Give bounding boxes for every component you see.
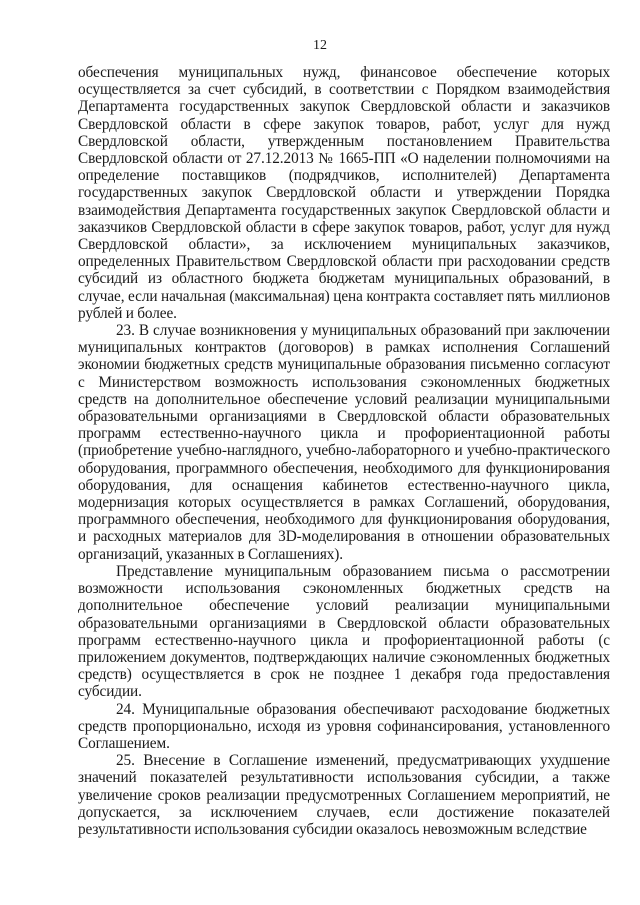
paragraph-continuation: обеспечения муниципальных нужд, финансовое обеспечение которых осуществляется за счет субсидий, в соответствии с Порядком взаимодействия Департамента государственных закупок Свердловской области и заказчиков Свердловской области в сфере закупок товаров, работ, услуг для нужд Свердловской области, утвержденным постановлением Правительства Свердловской области от 27.12.2013 № 1665-ПП «О наделении полномочиями на определение поставщиков (подрядчиков, исполнителей) Департамента государственных закупок Свердловской области и утверждении Порядка взаимодействия Департамента государственных закупок Свердловской области и заказчиков Свердловской области в сфере закупок товаров, работ, услуг для нужд Свердловской области», за исключением муниципальных заказчиков, определенных Правительством Свердловской области при расходовании средств субсидий из областного бюджета бюджетам муниципальных образований, в случае, если начальная (максимальная) цена контракта составляет пять миллионов рублей и более. <box>78 64 610 322</box>
paragraph-letter-submission: Представление муниципальным образованием письма о рассмотрении возможности использования сэкономленных бюджетных средств на дополнительное обеспечение условий реализации муниципальными образовательными организациями в Свердловской области образовательных программ естественно-научного цикла и профориентационной работы (с приложением документов, подтверждающих наличие сэкономленных бюджетных средств) осуществляется в срок не позднее 1 декабря года предоставления субсидии. <box>78 562 610 701</box>
paragraph-item-23: 23. В случае возникновения у муниципальных образований при заключении муниципальных контрактов (договоров) в рамках исполнения Соглашений экономии бюджетных средств муниципальные образования письменно согласуют с Министерством возможность использования сэкономленных бюджетных средств на дополнительное обеспечение условий реализации муниципальными образовательными организациями в Свердловской области образовательных программ естественно-научного цикла и профориентационной работы (приобретение учебно-наглядного, учебно-лабораторного и учебно-практического оборудования, программного обеспечения, необходимого для функционирования оборудования, для оснащения кабинетов естественно-научного цикла, модернизация которых осуществляется в рамках Соглашений, оборудования, программного обеспечения, необходимого для функционирования оборудования, и расходных материалов для 3D-моделирования в отношении образовательных организаций, указанных в Соглашениях). <box>78 322 610 563</box>
paragraph-item-24: 24. Муниципальные образования обеспечивают расходование бюджетных средств пропорционально, исходя из уровня софинансирования, установленного Соглашением. <box>78 700 610 752</box>
paragraph-item-25: 25. Внесение в Соглашение изменений, предусматривающих ухудшение значений показателей результативности использования субсидии, а также увеличение сроков реализации предусмотренных Соглашением мероприятий, не допускается, за исключением случаев, если достижение показателей результативности использования субсидии оказалось невозможным вследствие <box>78 752 610 838</box>
page-number: 12 <box>313 38 327 53</box>
document-body <box>78 64 610 838</box>
